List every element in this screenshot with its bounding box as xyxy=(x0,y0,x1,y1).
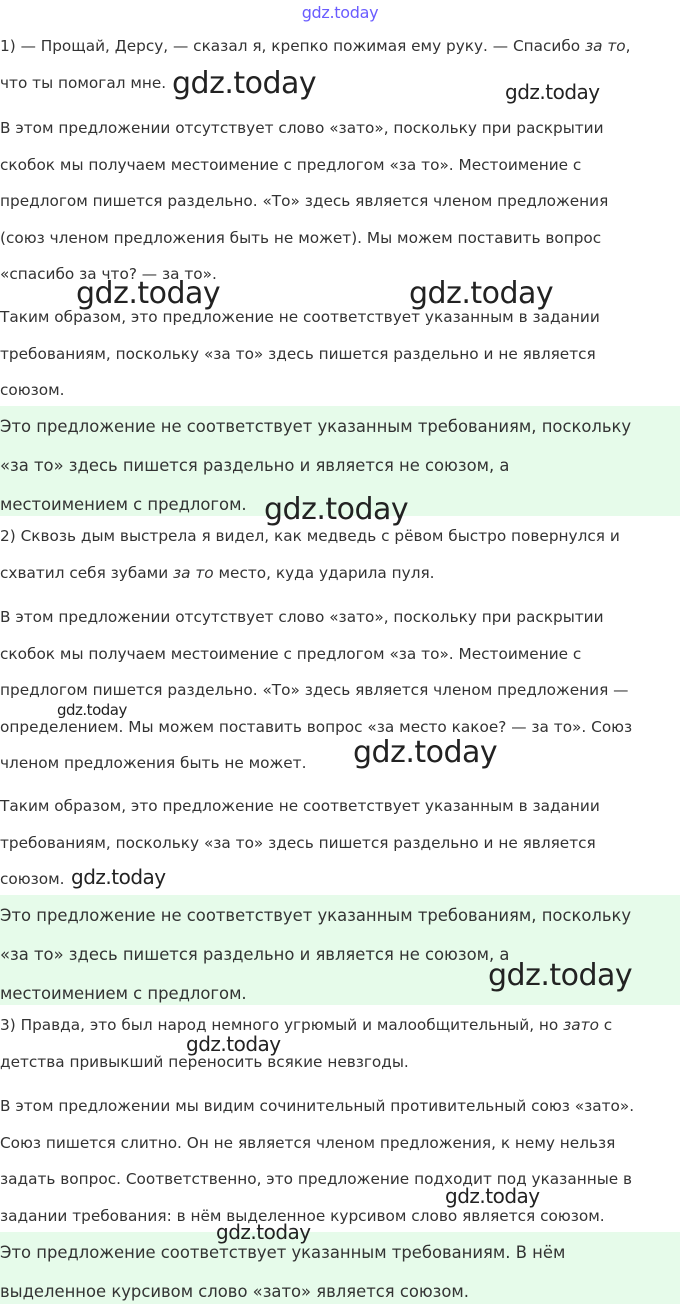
answer-line: местоимением с предлогом. xyxy=(0,495,247,514)
explanation-line: задать вопрос. Соответственно, это предложение подходит под указанные в xyxy=(0,1170,633,1188)
watermark: gdz.today xyxy=(172,66,317,101)
explanation-line: предлогом пишется раздельно. «То» здесь является членом предложения xyxy=(0,192,609,210)
italic-word: зато xyxy=(563,1016,599,1034)
conclusion-line: требованиям, поскольку «за то» здесь пишется раздельно и не является xyxy=(0,833,596,852)
sentence-text: 3) Правда, это был народ немного угрюмый и малообщительный, но xyxy=(0,1016,564,1034)
explanation-line: «спасибо за что? — за то». xyxy=(0,265,217,283)
section1-conclusion xyxy=(0,299,678,409)
watermark: gdz.today xyxy=(264,492,409,527)
watermark: gdz.today xyxy=(353,735,498,770)
conclusion-line: Таким образом, это предложение не соответствует указанным в задании xyxy=(0,797,600,815)
italic-word: за то xyxy=(173,563,214,582)
explanation-line: определением. Мы можем поставить вопрос «за место какое? — за то». Союз xyxy=(0,717,633,736)
sentence-text: детства привыкший переносить всякие невзгоды. xyxy=(0,1052,409,1071)
watermark: gdz.today xyxy=(186,1032,281,1056)
conclusion-line: союзом. xyxy=(0,381,65,399)
section3-answer-box xyxy=(0,1232,680,1304)
conclusion-line: Таким образом, это предложение не соответствует указанным в задании xyxy=(0,308,600,326)
answer-line: «за то» здесь пишется раздельно и является не союзом, а xyxy=(0,456,510,475)
answer-line: Это предложение соответствует указанным требованиям. В нём xyxy=(0,1243,566,1262)
answer-line: выделенное курсивом слово «зато» является союзом. xyxy=(0,1282,470,1301)
section3-explanation xyxy=(0,1088,678,1234)
answer-line: «за то» здесь пишется раздельно и является не союзом, а xyxy=(0,945,510,964)
watermark: gdz.today xyxy=(57,701,127,719)
sentence-text: 1) — Прощай, Дерсу, — сказал я, крепко пожимая ему руку. — Спасибо xyxy=(0,37,586,55)
explanation-line: (союз членом предложения быть не может). Мы можем поставить вопрос xyxy=(0,228,602,247)
section3-sentence xyxy=(0,1007,678,1080)
watermark: gdz.today xyxy=(216,1220,311,1244)
answer-line: местоимением с предлогом. xyxy=(0,984,247,1003)
watermark: gdz.today xyxy=(488,958,633,993)
answer-line: Это предложение не соответствует указанным требованиям, поскольку xyxy=(0,417,632,436)
explanation-line: Союз пишется слитно. Он не является членом предложения, к нему нельзя xyxy=(0,1133,616,1152)
watermark: gdz.today xyxy=(445,1184,540,1208)
section2-sentence xyxy=(0,518,678,591)
explanation-line: В этом предложении отсутствует слово «зато», поскольку при раскрытии xyxy=(0,119,604,137)
answer-line: Это предложение не соответствует указанным требованиям, поскольку xyxy=(0,906,632,925)
conclusion-line: требованиям, поскольку «за то» здесь пишется раздельно и не является xyxy=(0,344,596,363)
explanation-line: В этом предложении мы видим сочинительный противительный союз «зато». xyxy=(0,1097,635,1115)
watermark: gdz.today xyxy=(505,80,600,104)
explanation-line: скобок мы получаем местоимение с предлогом «за то». Местоимение с xyxy=(0,155,582,174)
watermark: gdz.today xyxy=(71,865,166,889)
watermark: gdz.today xyxy=(409,276,554,311)
section2-explanation xyxy=(0,599,678,782)
watermark: gdz.today xyxy=(76,276,221,311)
sentence-text: 2) Сквозь дым выстрела я видел, как медведь с рёвом быстро повернулся и xyxy=(0,527,620,545)
sentence-text: схватил себя зубами xyxy=(0,563,174,582)
sentence-text: место, куда ударила пуля. xyxy=(213,563,435,582)
sentence-text: , xyxy=(625,37,631,55)
section1-explanation xyxy=(0,110,678,293)
explanation-line: скобок мы получаем местоимение с предлогом «за то». Местоимение с xyxy=(0,644,582,663)
sentence-text: что ты помогал мне. xyxy=(0,73,167,92)
italic-word: за то xyxy=(585,37,626,55)
site-logo: gdz.today xyxy=(301,3,379,22)
explanation-line: предлогом пишется раздельно. «То» здесь является членом предложения — xyxy=(0,681,629,699)
explanation-line: В этом предложении отсутствует слово «зато», поскольку при раскрытии xyxy=(0,608,604,626)
sentence-text: с xyxy=(598,1016,613,1034)
conclusion-line: союзом. xyxy=(0,870,65,888)
explanation-line: членом предложения быть не может. xyxy=(0,754,307,772)
explanation-line: задании требования: в нём выделенное курсивом слово является союзом. xyxy=(0,1206,605,1225)
